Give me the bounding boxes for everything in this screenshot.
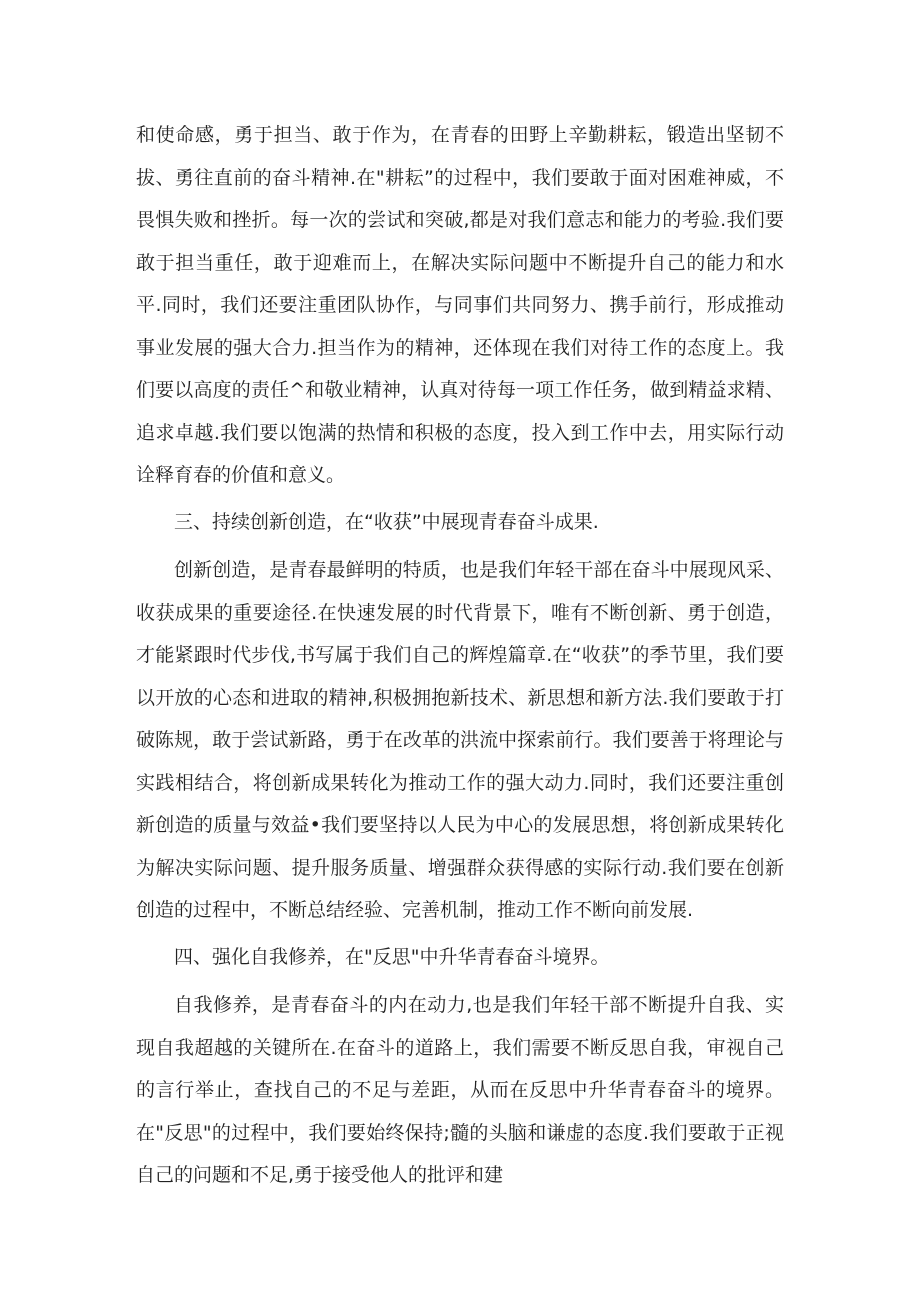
paragraph-continued: 和使命感，勇于担当、敢于作为，在青春的田野上辛勤耕耘，锻造出坚韧不拔、勇往直前的奋斗精神.在"耕耘”的过程中，我们要敢于面对困难神威，不畏惧失败和挫折。每一次的尝试和突破,都是对我们意志和能力的考验.我们要敢于担当重任，敢于迎难而上，在解决实际问题中不断提升自己的能力和水平.同时，我们还要注重团队协作，与同事们共同努力、携手前行，形成推动事业发展的强大合力.担当作为的精神，还体现在我们对待工作的态度上。我们要以高度的责任^和敬业精神，认真对待每一项工作任务，做到精益求精、追求卓越.我们要以饱满的热情和积极的态度，投入到工作中去，用实际行动诠释育春的价值和意义。 bbox=[136, 124, 784, 486]
paragraph-section-4: 自我修养，是青春奋斗的内在动力,也是我们年轻干部不断提升自我、实现自我超越的关键所在.在奋斗的道路上，我们需要不断反思自我，审视自己的言行举止，查找自己的不足与差距，从而在反思中升华青春奋斗的境界。在"反思"的过程中，我们要始终保持;髓的头脑和谦虚的态度.我们要敢于正视自己的问题和不足,勇于接受他人的批评和建 bbox=[136, 994, 784, 1186]
section-heading-4: 四、强化自我修养，在"反思"中升华青春奋斗境界。 bbox=[174, 945, 610, 968]
document-body bbox=[136, 114, 784, 1197]
section-heading-3: 三、持续创新创造，在“收获”中展现青春奋斗成果. bbox=[174, 510, 599, 533]
paragraph-section-3: 创新创造，是青春最鲜明的特质，也是我们年轻干部在奋斗中展现风采、收获成果的重要途径.在快速发展的时代背景下，唯有不断创新、勇于创造，才能紧跟时代步伐,书写属于我们自己的辉煌篇章.在“收获”的季节里，我们要以开放的心态和进取的精神,积极拥抱新技术、新思想和新方法.我们要敢于打破陈规，敢于尝试新路，勇于在改革的洪流中探索前行。我们要善于将理论与实践相结合，将创新成果转化为推动工作的强大动力.同时，我们还要注重创新创造的质量与效益•我们要坚持以人民为中心的发展思想，将创新成果转化为解决实际问题、提升服务质量、增强群众获得感的实际行动.我们要在创新创造的过程中，不断总结经验、完善机制，推动工作不断向前发展. bbox=[136, 559, 784, 921]
